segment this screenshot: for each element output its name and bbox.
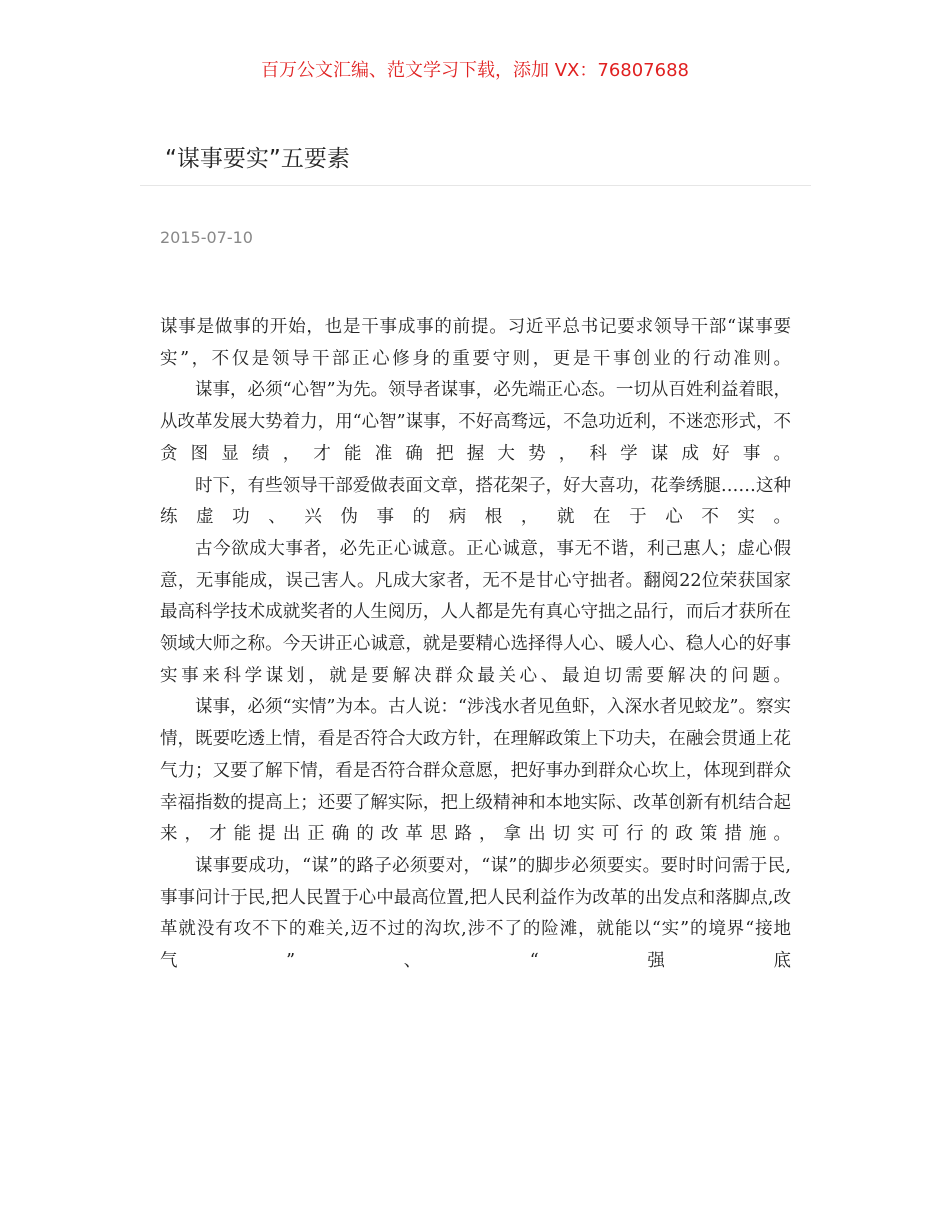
title-divider [140, 185, 811, 186]
paragraph-1: 谋事是做事的开始，也是干事成事的前提。习近平总书记要求领导干部“谋事要实”，不仅是领导干部正心修身的重要守则，更是干事创业的行动准则。 [160, 317, 791, 369]
paragraph-3: 时下，有些领导干部爱做表面文章，搭花架子，好大喜功，花拳绣腿……这种练虚功、兴伪事的病根，就在于心不实。 [160, 475, 791, 528]
paragraph-4: 古今欲成大事者，必先正心诚意。正心诚意，事无不谐，利己惠人；虚心假意，无事能成，误己害人。凡成大家者，无不是甘心守拙者。翻阅22位荣获国家最高科学技术成就奖者的人生阅历，人人都是先有真心守拙之品行，而后才获所在领域大师之称。今天讲正心诚意，就是要精心选择得人心、暖人心、稳人心的好事实事来科学谋划，就是要解决群众最关心、最迫切需要解决的问题。 [160, 538, 791, 686]
watermark-banner: 百万公文汇编、范文学习下载，添加 VX：76807688 [261, 60, 689, 81]
paragraph-5: 谋事，必须“实情”为本。古人说：“涉浅水者见鱼虾，入深水者见蛟龙”。察实情，既要吃透上情，看是否符合大政方针，在理解政策上下功夫，在融会贯通上花气力；又要了解下情，看是否符合群众意愿，把好事办到群众心坎上，体现到群众幸福指数的提高上；还要了解实际，把上级精神和本地实际、改革创新有机结合起来，才能提出正确的改革思路，拿出切实可行的政策措施。 [160, 697, 791, 845]
paragraph-2: 谋事，必须“心智”为先。领导者谋事，必先端正心态。一切从百姓利益着眼，从改革发展大势着力，用“心智”谋事，不好高骛远，不急功近利，不迷恋形式，不贪图显绩，才能准确把握大势，科学谋成好事。 [160, 380, 791, 464]
paragraph-6: 谋事要成功，“谋”的路子必须要对，“谋”的脚步必须要实。要时时问需于民,事事问计于民,把人民置于心中最高位置,把人民利益作为改革的出发点和落脚点,改革就没有攻不下的难关,迈不过的沟坎,涉不了的险滩，就能以“实”的境界“接地气”、“强底 [160, 855, 791, 972]
article-title: “谋事要实”五要素 [165, 146, 350, 172]
article-body [160, 312, 791, 978]
article-date: 2015-07-10 [160, 228, 253, 247]
